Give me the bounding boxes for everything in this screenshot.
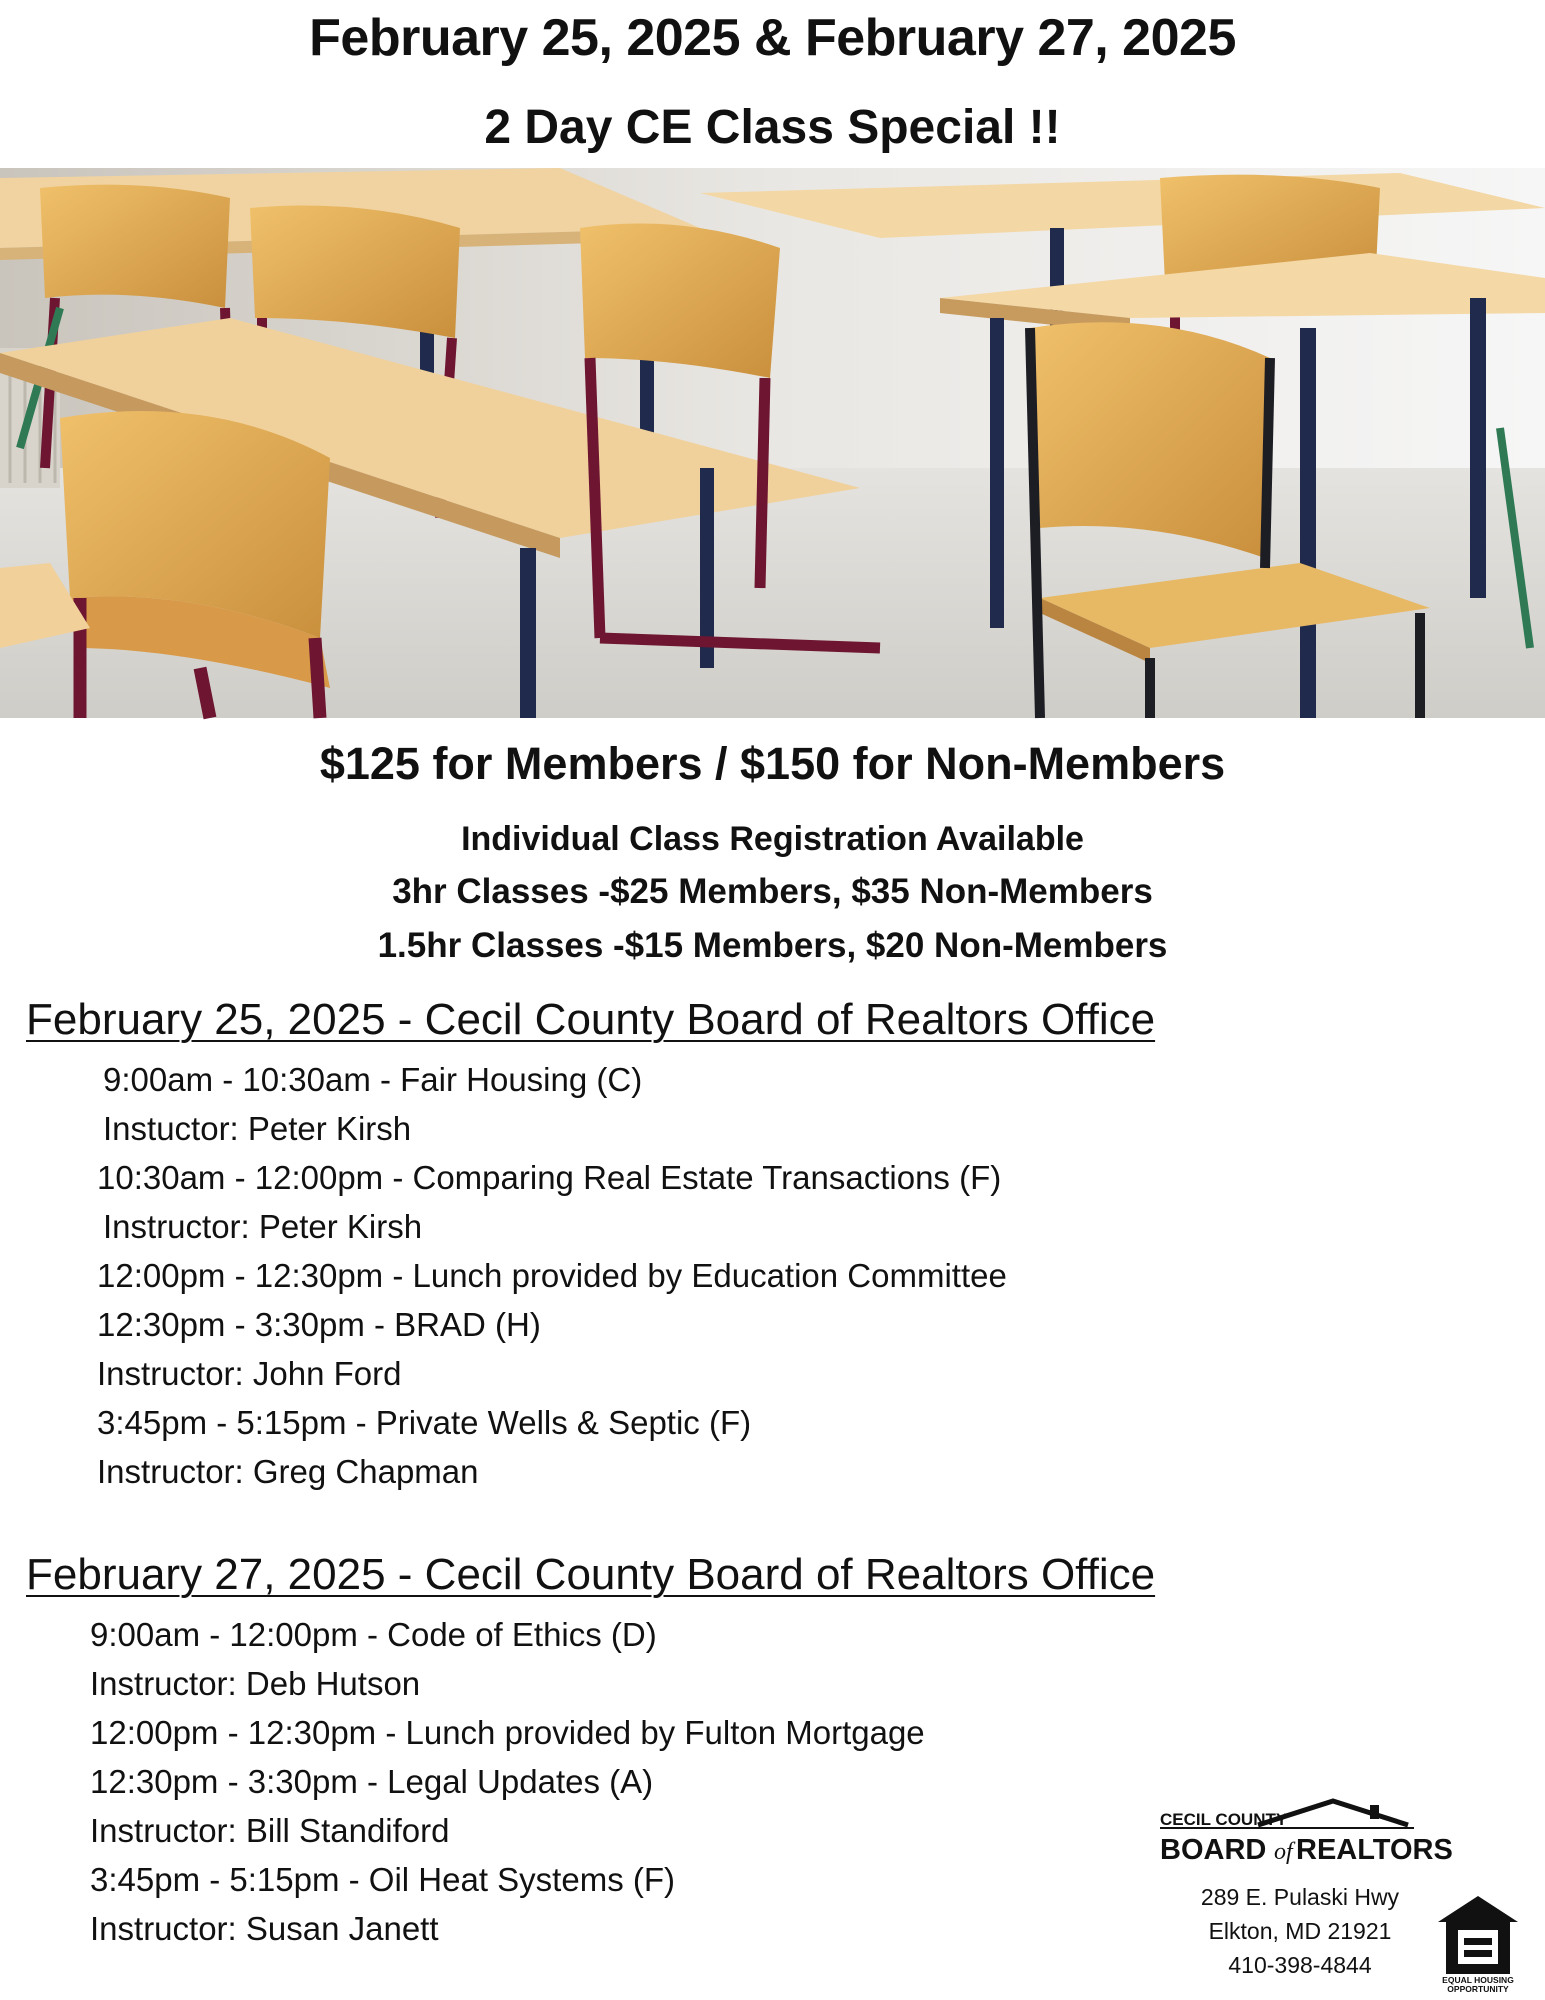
schedule-line: Instructor: Peter Kirsh [103, 1208, 423, 1245]
logo-realtors: REALTORS [1296, 1834, 1453, 1866]
eho-line1: EQUAL HOUSING [1442, 1975, 1514, 1985]
title-dates: February 25, 2025 & February 27, 2025 [309, 9, 1236, 67]
day2-schedule [90, 1610, 925, 1953]
schedule-line: 9:00am - 10:30am - Fair Housing (C) [103, 1061, 643, 1098]
title-special: 2 Day CE Class Special !! [484, 101, 1061, 154]
one-half-hour-pricing: 1.5hr Classes -$15 Members, $20 Non-Members [377, 926, 1168, 965]
logo-cecil-county: CECIL COUNTY [1160, 1810, 1288, 1829]
day2-heading: February 27, 2025 - Cecil County Board of Realtors Office [26, 1550, 1156, 1599]
board-of-realtors-logo [1158, 1795, 1453, 1870]
schedule-line: Instructor: Deb Hutson [90, 1665, 421, 1702]
schedule-line: 12:00pm - 12:30pm - Lunch provided by Education Committee [97, 1257, 1007, 1294]
schedule-line: 9:00am - 12:00pm - Code of Ethics (D) [90, 1616, 657, 1653]
day1-heading: February 25, 2025 - Cecil County Board of Realtors Office [26, 995, 1156, 1044]
schedule-line: Instructor: Greg Chapman [97, 1453, 479, 1490]
address-city: Elkton, MD 21921 [1208, 1918, 1392, 1944]
schedule-line: 12:00pm - 12:30pm - Lunch provided by Fulton Mortgage [90, 1714, 925, 1751]
day1-schedule [97, 1055, 1007, 1496]
schedule-line: Instuctor: Peter Kirsh [103, 1110, 412, 1147]
classroom-photo [0, 168, 1545, 718]
schedule-line: 12:30pm - 3:30pm - BRAD (H) [97, 1306, 541, 1343]
schedule-line: 12:30pm - 3:30pm - Legal Updates (A) [90, 1763, 654, 1800]
schedule-line: 10:30am - 12:00pm - Comparing Real Estate Transactions (F) [97, 1159, 1002, 1196]
price-headline: $125 for Members / $150 for Non-Members [319, 738, 1226, 789]
office-phone: 410-398-4844 [1228, 1952, 1372, 1978]
individual-registration-note: Individual Class Registration Available [461, 820, 1084, 858]
address-street: 289 E. Pulaski Hwy [1200, 1884, 1400, 1910]
office-address [1180, 1880, 1420, 1982]
eho-line2: OPPORTUNITY [1447, 1984, 1509, 1994]
schedule-line: 3:45pm - 5:15pm - Oil Heat Systems (F) [90, 1861, 675, 1898]
schedule-line: Instructor: Susan Janett [90, 1910, 439, 1947]
schedule-line: Instructor: John Ford [97, 1355, 402, 1392]
logo-of: of [1274, 1839, 1293, 1865]
schedule-line: 3:45pm - 5:15pm - Private Wells & Septic (F) [97, 1404, 752, 1441]
logo-board: BOARD [1160, 1834, 1267, 1866]
three-hour-pricing: 3hr Classes -$25 Members, $35 Non-Members [392, 872, 1153, 911]
equal-housing-icon [1436, 1894, 1520, 1994]
schedule-line: Instructor: Bill Standiford [90, 1812, 450, 1849]
